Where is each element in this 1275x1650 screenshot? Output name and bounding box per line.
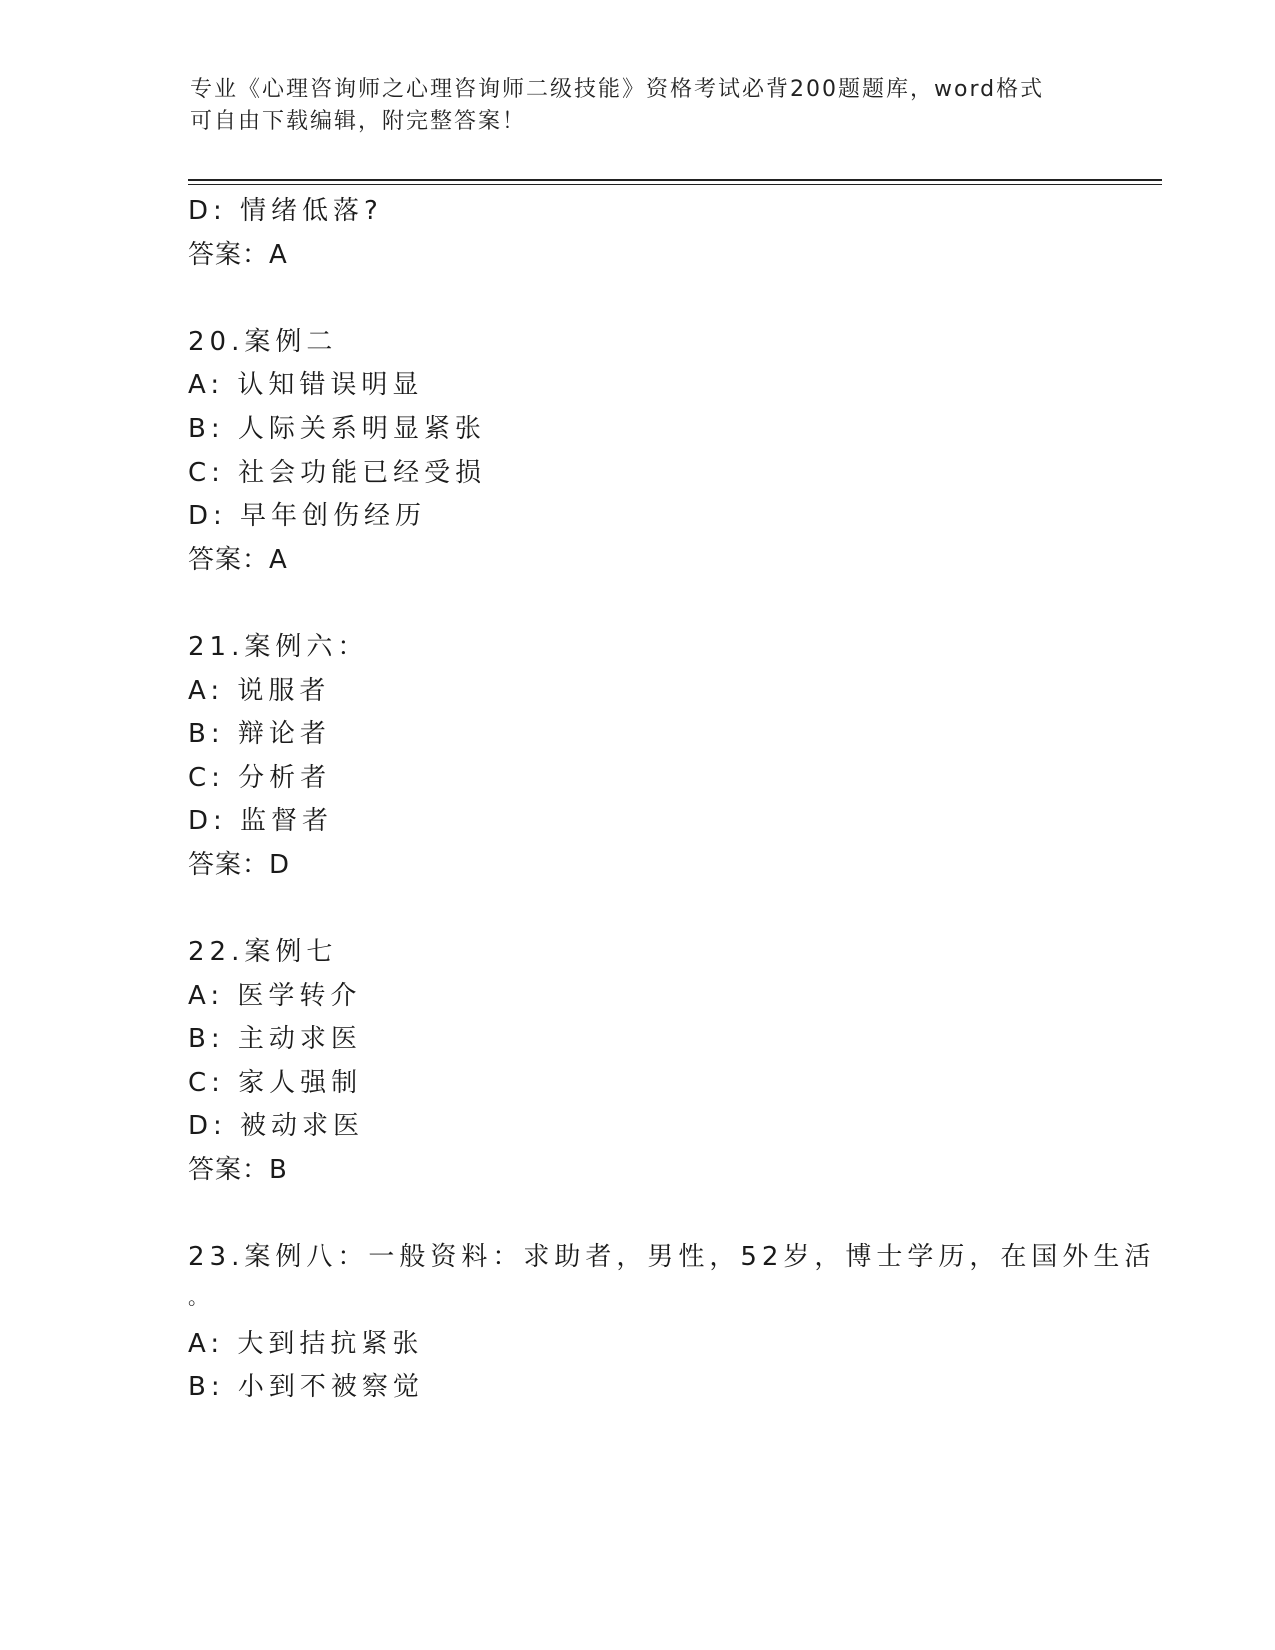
question-22-option-a: A: 医学转介: [188, 981, 362, 1011]
header-line-2: 可自由下载编辑，附完整答案！: [190, 109, 527, 134]
header-divider-thick: [188, 179, 1162, 181]
question-22-option-b: B: 主动求医: [188, 1024, 362, 1054]
header-line-1: 专业《心理咨询师之心理咨询师二级技能》资格考试必背200题题库，word格式: [190, 77, 1045, 102]
question-23-title: 23.案例八：一般资料：求助者，男性，52岁，博士学历，在国外生活: [188, 1242, 1156, 1272]
option-d: D: 情绪低落?: [188, 196, 383, 226]
header-divider-thin: [188, 184, 1162, 185]
question-21-title: 21.案例六：: [188, 632, 369, 662]
question-22-title: 22.案例七: [188, 937, 338, 967]
question-20-option-c: C: 社会功能已经受损: [188, 458, 487, 488]
answer: 答案：A: [188, 240, 288, 270]
question-21-option-d: D: 监督者: [188, 806, 334, 836]
document-header: [190, 74, 1090, 138]
question-20-option-d: D: 早年创伤经历: [188, 501, 427, 531]
question-21-option-c: C: 分析者: [188, 763, 332, 793]
question-23-option-a: A: 大到拮抗紧张: [188, 1329, 424, 1359]
question-21-option-a: A: 说服者: [188, 676, 331, 706]
question-20-title: 20.案例二: [188, 327, 338, 357]
question-22-option-d: D: 被动求医: [188, 1111, 365, 1141]
question-23-title-continuation: 。: [188, 1285, 213, 1309]
question-20-option-b: B: 人际关系明显紧张: [188, 414, 486, 444]
question-20-answer: 答案：A: [188, 545, 288, 575]
question-22-option-c: C: 家人强制: [188, 1068, 363, 1098]
question-20-option-a: A: 认知错误明显: [188, 370, 424, 400]
question-21-answer: 答案：D: [188, 850, 291, 880]
question-21-option-b: B: 辩论者: [188, 719, 331, 749]
question-23-option-b: B: 小到不被察觉: [188, 1372, 424, 1402]
question-22-answer: 答案：B: [188, 1155, 288, 1185]
